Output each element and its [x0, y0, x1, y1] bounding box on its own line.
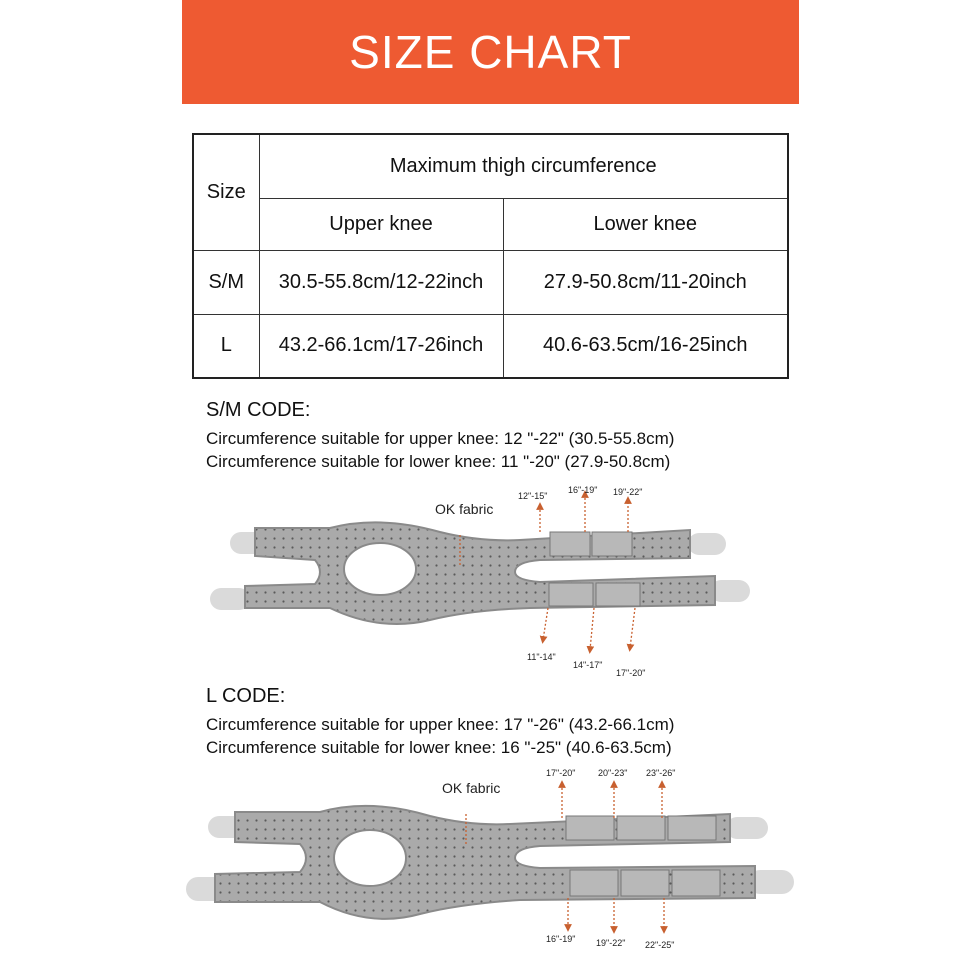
- strap-segment: [592, 532, 632, 556]
- fabric-label: OK fabric: [442, 780, 501, 796]
- size-header: Size: [193, 134, 259, 250]
- measure-label: 11"-14": [527, 652, 556, 662]
- kneecap-opening: [344, 543, 416, 595]
- measure-label: 16"-19": [546, 934, 576, 944]
- lower-cell: 40.6-63.5cm/16-25inch: [503, 314, 788, 378]
- strap-segment: [617, 816, 665, 840]
- strap-segment: [549, 583, 593, 606]
- measure-label: 19"-22": [596, 938, 626, 948]
- measure-arrow: [543, 608, 548, 640]
- measure-label: 19"-22": [613, 487, 643, 497]
- strap-segment: [596, 583, 640, 606]
- strap-segment: [566, 816, 614, 840]
- table-row: [193, 250, 788, 314]
- measure-arrow: [590, 608, 594, 650]
- measure-arrow: [630, 608, 635, 648]
- sm-heading: S/M CODE:: [206, 399, 311, 421]
- title-banner: [182, 0, 799, 104]
- group-header: Maximum thigh circumference: [259, 134, 788, 198]
- size-cell: L: [193, 314, 259, 378]
- strap-segment: [621, 870, 669, 896]
- strap-segment: [668, 816, 716, 840]
- size-cell: S/M: [193, 250, 259, 314]
- sm-upper-line: Circumference suitable for upper knee: 12 "-22" (30.5-55.8cm): [206, 429, 675, 448]
- page-title: SIZE CHART: [349, 26, 632, 78]
- measure-label: 23"-26": [646, 768, 676, 778]
- l-upper-line: Circumference suitable for upper knee: 17 "-26" (43.2-66.1cm): [206, 715, 675, 734]
- l-brace-illustration: [0, 762, 960, 960]
- measure-label: 17"-20": [546, 768, 576, 778]
- lower-knee-header: Lower knee: [503, 198, 788, 250]
- fabric-label: OK fabric: [435, 501, 494, 517]
- strap-segment: [570, 870, 618, 896]
- strap-segment: [550, 532, 590, 556]
- upper-knee-header: Upper knee: [259, 198, 503, 250]
- size-table: [192, 133, 789, 379]
- table-row: [193, 314, 788, 378]
- measure-label: 20"-23": [598, 768, 628, 778]
- l-heading: L CODE:: [206, 685, 286, 707]
- measure-label: 17"-20": [616, 668, 646, 678]
- l-lower-line: Circumference suitable for lower knee: 16 "-25" (40.6-63.5cm): [206, 738, 672, 757]
- strap-segment: [672, 870, 720, 896]
- upper-cell: 30.5-55.8cm/12-22inch: [259, 250, 503, 314]
- sm-brace-illustration: [0, 480, 960, 680]
- measure-label: 14"-17": [573, 660, 603, 670]
- kneecap-opening: [334, 830, 406, 886]
- sm-lower-line: Circumference suitable for lower knee: 11 "-20" (27.9-50.8cm): [206, 452, 671, 471]
- upper-cell: 43.2-66.1cm/17-26inch: [259, 314, 503, 378]
- measure-label: 16"-19": [568, 485, 598, 495]
- strap-tip: [726, 817, 768, 839]
- measure-label: 22"-25": [645, 940, 675, 950]
- lower-cell: 27.9-50.8cm/11-20inch: [503, 250, 788, 314]
- measure-label: 12"-15": [518, 491, 548, 501]
- brace-body: [245, 522, 715, 624]
- strap-tip: [688, 533, 726, 555]
